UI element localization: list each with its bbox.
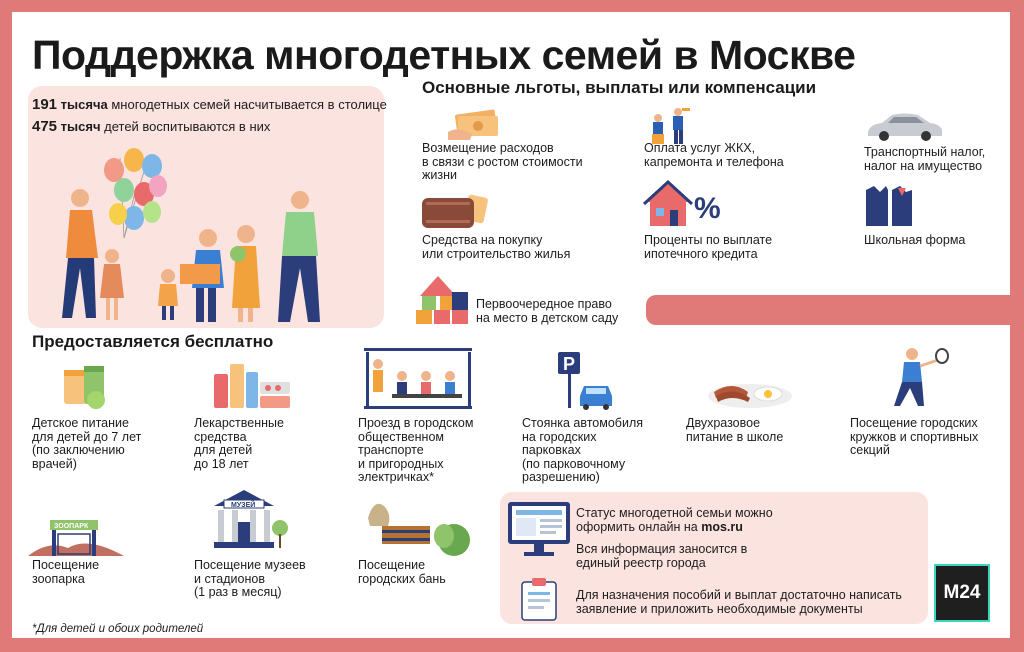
benefit-school-uniform: Школьная форма (864, 233, 966, 247)
museum-sign-icon: МУЗЕЙ (231, 502, 256, 509)
free-bathhouses: Посещение городских бань (358, 558, 446, 586)
m24-logo: M24 (934, 564, 990, 622)
bath-icon (362, 496, 472, 558)
benefit-housing: Средства на покупку или строительство жилья (422, 233, 571, 261)
free-museums-stadiums: Посещение музеев и стадионов (1 раз в месяц) (194, 558, 306, 599)
benefit-transport-tax: Транспортный налог, налог на имущество (864, 145, 986, 173)
infographic-sheet (12, 12, 1010, 638)
wallet-icon (422, 194, 486, 230)
info-application: Для назначения пособий и выплат достаточно написать заявление и приложить необходимые документы (576, 588, 902, 616)
stat-families: 191 тысяча многодетных семей насчитывается в столице (32, 96, 387, 113)
clipboard-icon (522, 578, 556, 620)
free-baby-food: Детское питание для детей до 7 лет (по заключению врачей) (32, 416, 142, 471)
money-hand-icon (448, 108, 500, 142)
free-heading: Предоставляется бесплатно (32, 332, 274, 351)
car-icon (864, 112, 944, 142)
free-parking: Стоянка автомобиля на городских парковках (по парковочному разрешению) (522, 416, 644, 484)
breakfast-plate-icon (708, 378, 792, 408)
toy-blocks-icon (414, 274, 472, 326)
info-registry: Вся информация заносится в единый реестр города (576, 542, 748, 570)
free-clubs-sports: Посещение городских кружков и спортивных секций (850, 416, 979, 457)
free-zoo: Посещение зоопарка (32, 558, 100, 586)
zoo-icon (28, 514, 124, 556)
benefit-cost-of-living: Возмещение расходов в связи с ростом стоимости жизни (422, 141, 583, 182)
free-medicine: Лекарственные средства для детей до 18 лет (194, 416, 284, 471)
repair-workers-icon (646, 104, 690, 146)
tennis-player-icon (882, 346, 948, 408)
mos-ru-link[interactable]: mos.ru (701, 520, 743, 534)
benefit-utilities: Оплата услуг ЖКХ, капремонта и телефона (644, 141, 784, 169)
school-uniform-icon (864, 184, 914, 228)
free-public-transport: Проезд в городском общественном транспорте и пригородных электричках* (358, 416, 474, 484)
monitor-icon (508, 502, 570, 558)
free-school-meals: Двухразовое питание в школе (686, 416, 784, 444)
parking-icon (558, 352, 614, 410)
zoo-sign-icon: ЗООПАРК (54, 523, 89, 530)
footnote: *Для детей и обоих родителей (32, 623, 204, 635)
benefit-mortgage: Проценты по выплате ипотечного кредита (644, 233, 773, 261)
house-percent-icon (644, 180, 721, 228)
family-illustration (28, 138, 384, 328)
benefit-kindergarten: Первоочередное право на место в детском саду (476, 297, 619, 325)
museum-icon (212, 488, 288, 554)
medicine-icon (212, 358, 292, 410)
stat-children: 475 тысяч детей воспитываются в них (32, 118, 271, 135)
baby-food-icon (60, 362, 110, 410)
info-status-online: Статус многодетной семьи можно оформить онлайн на mos.ru (576, 506, 773, 534)
page-title: Поддержка многодетных семей в Москве (32, 32, 856, 78)
public-transport-icon (364, 348, 472, 410)
decorative-bar (646, 295, 1010, 325)
percent-icon: % (694, 192, 721, 225)
parking-sign-icon: P (563, 354, 576, 374)
benefits-heading: Основные льготы, выплаты или компенсации (422, 78, 817, 97)
